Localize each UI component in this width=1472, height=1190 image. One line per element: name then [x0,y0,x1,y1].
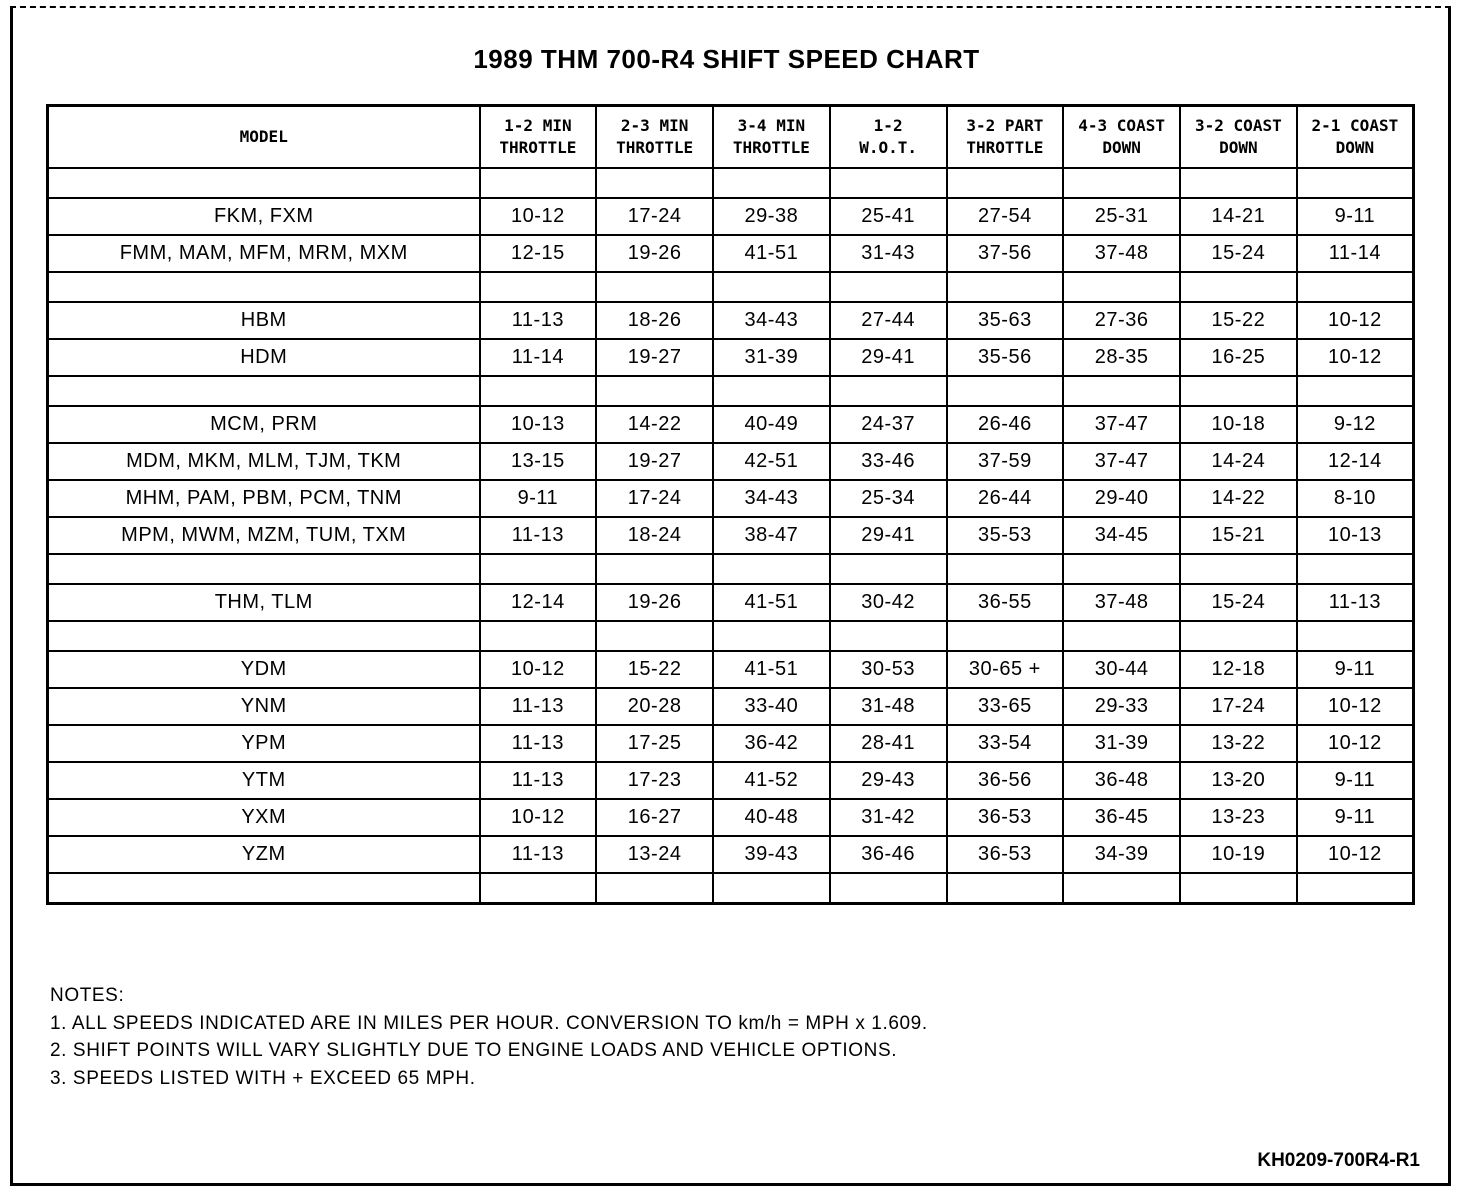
speed-cell: 29-41 [830,339,947,376]
empty-cell [1297,272,1414,302]
speed-cell: 12-15 [480,235,597,272]
speed-cell: 35-56 [947,339,1064,376]
empty-cell [48,873,480,904]
empty-cell [1063,621,1180,651]
speed-cell: 10-13 [1297,517,1414,554]
speed-cell: 9-12 [1297,406,1414,443]
col-header-model: MODEL [48,106,480,169]
model-cell: MDM, MKM, MLM, TJM, TKM [48,443,480,480]
speed-cell: 37-48 [1063,584,1180,621]
speed-cell: 27-44 [830,302,947,339]
speed-cell: 11-13 [1297,584,1414,621]
table-row [48,517,1414,554]
speed-cell: 10-12 [1297,302,1414,339]
speed-cell: 10-12 [480,799,597,836]
model-cell: YNM [48,688,480,725]
empty-cell [713,873,830,904]
table-row [48,302,1414,339]
empty-cell [48,621,480,651]
speed-cell: 33-46 [830,443,947,480]
figure-code: KH0209-700R4-R1 [1257,1150,1420,1171]
empty-cell [480,873,597,904]
table-spacer-row [48,554,1414,584]
speed-cell: 31-43 [830,235,947,272]
speed-cell: 39-43 [713,836,830,873]
speed-cell: 41-51 [713,584,830,621]
speed-cell: 34-45 [1063,517,1180,554]
empty-cell [1297,168,1414,198]
speed-cell: 40-49 [713,406,830,443]
speed-cell: 14-21 [1180,198,1297,235]
speed-cell: 9-11 [1297,799,1414,836]
table-row [48,406,1414,443]
speed-cell: 13-20 [1180,762,1297,799]
table-body [48,168,1414,904]
table-spacer-row [48,272,1414,302]
speed-cell: 10-12 [480,651,597,688]
speed-cell: 17-24 [1180,688,1297,725]
speed-cell: 15-22 [596,651,713,688]
empty-cell [1180,376,1297,406]
speed-cell: 8-10 [1297,480,1414,517]
model-cell: MHM, PAM, PBM, PCM, TNM [48,480,480,517]
empty-cell [713,621,830,651]
speed-cell: 29-33 [1063,688,1180,725]
speed-cell: 19-27 [596,443,713,480]
empty-cell [947,168,1064,198]
model-cell: MPM, MWM, MZM, TUM, TXM [48,517,480,554]
speed-cell: 14-22 [596,406,713,443]
empty-cell [48,554,480,584]
speed-cell: 18-24 [596,517,713,554]
note-1: 1. ALL SPEEDS INDICATED ARE IN MILES PER HOUR. CONVERSION TO km/h = MPH x 1.609. [50,1012,928,1034]
speed-cell: 30-53 [830,651,947,688]
speed-cell: 40-48 [713,799,830,836]
model-cell: YZM [48,836,480,873]
empty-cell [947,621,1064,651]
empty-cell [1180,272,1297,302]
speed-cell: 27-54 [947,198,1064,235]
speed-cell: 26-44 [947,480,1064,517]
speed-cell: 10-19 [1180,836,1297,873]
speed-cell: 19-26 [596,235,713,272]
table-row [48,725,1414,762]
chart-title: 1989 THM 700-R4 SHIFT SPEED CHART [473,44,980,74]
model-cell: THM, TLM [48,584,480,621]
speed-cell: 37-47 [1063,443,1180,480]
speed-cell: 36-55 [947,584,1064,621]
empty-cell [830,554,947,584]
speed-cell: 9-11 [1297,762,1414,799]
speed-cell: 33-40 [713,688,830,725]
model-cell: YPM [48,725,480,762]
speed-cell: 31-48 [830,688,947,725]
speed-cell: 10-12 [1297,339,1414,376]
table-row [48,651,1414,688]
col-header-1-2-wot: 1-2 W.O.T. [830,106,947,169]
speed-cell: 10-12 [1297,725,1414,762]
model-cell: FMM, MAM, MFM, MRM, MXM [48,235,480,272]
empty-cell [1180,554,1297,584]
col-header-3-2-coast-down: 3-2 COAST DOWN [1180,106,1297,169]
note-3: 3. SPEEDS LISTED WITH + EXCEED 65 MPH. [50,1067,476,1089]
speed-cell: 42-51 [713,443,830,480]
empty-cell [480,272,597,302]
speed-cell: 28-35 [1063,339,1180,376]
empty-cell [1297,621,1414,651]
speed-cell: 11-14 [480,339,597,376]
speed-cell: 12-18 [1180,651,1297,688]
model-cell: FKM, FXM [48,198,480,235]
empty-cell [713,376,830,406]
speed-cell: 15-21 [1180,517,1297,554]
speed-cell: 9-11 [480,480,597,517]
table-row [48,688,1414,725]
table-spacer-row [48,621,1414,651]
empty-cell [48,272,480,302]
empty-cell [596,168,713,198]
speed-cell: 17-24 [596,198,713,235]
speed-cell: 33-65 [947,688,1064,725]
speed-cell: 11-13 [480,836,597,873]
speed-cell: 33-54 [947,725,1064,762]
model-cell: HBM [48,302,480,339]
speed-cell: 10-13 [480,406,597,443]
speed-cell: 30-65 + [947,651,1064,688]
speed-cell: 34-39 [1063,836,1180,873]
empty-cell [1063,272,1180,302]
speed-cell: 14-24 [1180,443,1297,480]
table-spacer-row [48,376,1414,406]
table-row [48,339,1414,376]
speed-cell: 37-47 [1063,406,1180,443]
speed-cell: 10-12 [1297,836,1414,873]
empty-cell [947,873,1064,904]
speed-cell: 41-51 [713,235,830,272]
speed-cell: 10-18 [1180,406,1297,443]
table-row [48,480,1414,517]
empty-cell [830,873,947,904]
speed-cell: 26-46 [947,406,1064,443]
speed-cell: 19-26 [596,584,713,621]
speed-cell: 36-42 [713,725,830,762]
empty-cell [1180,168,1297,198]
table-row [48,235,1414,272]
empty-cell [713,554,830,584]
model-cell: MCM, PRM [48,406,480,443]
speed-cell: 37-59 [947,443,1064,480]
speed-cell: 19-27 [596,339,713,376]
speed-cell: 31-42 [830,799,947,836]
model-cell: YTM [48,762,480,799]
empty-cell [480,376,597,406]
speed-cell: 13-23 [1180,799,1297,836]
speed-cell: 15-22 [1180,302,1297,339]
speed-cell: 17-24 [596,480,713,517]
empty-cell [1297,873,1414,904]
speed-cell: 36-53 [947,799,1064,836]
note-2: 2. SHIFT POINTS WILL VARY SLIGHTLY DUE TO ENGINE LOADS AND VEHICLE OPTIONS. [50,1040,898,1061]
speed-cell: 9-11 [1297,651,1414,688]
empty-cell [1180,621,1297,651]
speed-cell: 11-14 [1297,235,1414,272]
speed-cell: 10-12 [480,198,597,235]
speed-cell: 16-25 [1180,339,1297,376]
empty-cell [596,873,713,904]
speed-cell: 28-41 [830,725,947,762]
speed-cell: 36-46 [830,836,947,873]
speed-cell: 9-11 [1297,198,1414,235]
empty-cell [713,168,830,198]
notes-heading: NOTES: [50,985,125,1006]
speed-cell: 29-40 [1063,480,1180,517]
empty-cell [830,272,947,302]
speed-cell: 12-14 [480,584,597,621]
speed-cell: 36-56 [947,762,1064,799]
speed-cell: 36-48 [1063,762,1180,799]
speed-cell: 16-27 [596,799,713,836]
speed-cell: 20-28 [596,688,713,725]
shift-speed-table [46,104,1415,905]
table-row [48,799,1414,836]
empty-cell [1063,168,1180,198]
speed-cell: 31-39 [1063,725,1180,762]
empty-cell [830,168,947,198]
table-row [48,762,1414,799]
speed-cell: 11-13 [480,762,597,799]
empty-cell [713,272,830,302]
speed-cell: 30-42 [830,584,947,621]
speed-cell: 29-38 [713,198,830,235]
col-header-1-2-min-throttle: 1-2 MIN THROTTLE [480,106,597,169]
table-row [48,198,1414,235]
table-row [48,584,1414,621]
speed-cell: 13-24 [596,836,713,873]
col-header-2-3-min-throttle: 2-3 MIN THROTTLE [596,106,713,169]
speed-cell: 11-13 [480,302,597,339]
speed-cell: 38-47 [713,517,830,554]
empty-cell [596,621,713,651]
empty-cell [596,272,713,302]
speed-cell: 11-13 [480,725,597,762]
empty-cell [947,272,1064,302]
speed-cell: 18-26 [596,302,713,339]
speed-cell: 13-15 [480,443,597,480]
speed-cell: 24-37 [830,406,947,443]
empty-cell [1297,376,1414,406]
empty-cell [830,376,947,406]
model-cell: HDM [48,339,480,376]
col-header-2-1-coast-down: 2-1 COAST DOWN [1297,106,1414,169]
empty-cell [480,554,597,584]
speed-cell: 36-45 [1063,799,1180,836]
speed-cell: 34-43 [713,302,830,339]
table-row [48,836,1414,873]
speed-cell: 17-23 [596,762,713,799]
table-spacer-row [48,168,1414,198]
empty-cell [947,554,1064,584]
speed-cell: 25-31 [1063,198,1180,235]
speed-cell: 34-43 [713,480,830,517]
speed-cell: 11-13 [480,517,597,554]
speed-cell: 30-44 [1063,651,1180,688]
notes-section [50,982,928,1092]
table-spacer-row [48,873,1414,904]
empty-cell [830,621,947,651]
col-header-3-2-part-throttle: 3-2 PART THROTTLE [947,106,1064,169]
model-cell: YXM [48,799,480,836]
empty-cell [480,621,597,651]
empty-cell [1063,554,1180,584]
speed-cell: 15-24 [1180,584,1297,621]
empty-cell [48,168,480,198]
speed-cell: 15-24 [1180,235,1297,272]
speed-cell: 12-14 [1297,443,1414,480]
speed-cell: 17-25 [596,725,713,762]
speed-cell: 37-56 [947,235,1064,272]
col-header-3-4-min-throttle: 3-4 MIN THROTTLE [713,106,830,169]
empty-cell [1063,376,1180,406]
empty-cell [596,376,713,406]
speed-cell: 13-22 [1180,725,1297,762]
table-header-row [48,106,1414,169]
speed-cell: 41-52 [713,762,830,799]
empty-cell [480,168,597,198]
speed-cell: 31-39 [713,339,830,376]
speed-cell: 37-48 [1063,235,1180,272]
speed-cell: 14-22 [1180,480,1297,517]
empty-cell [1180,873,1297,904]
speed-cell: 25-41 [830,198,947,235]
speed-cell: 29-43 [830,762,947,799]
empty-cell [947,376,1064,406]
speed-cell: 41-51 [713,651,830,688]
speed-cell: 35-53 [947,517,1064,554]
speed-cell: 25-34 [830,480,947,517]
model-cell: YDM [48,651,480,688]
speed-cell: 10-12 [1297,688,1414,725]
speed-cell: 29-41 [830,517,947,554]
speed-cell: 35-63 [947,302,1064,339]
speed-cell: 27-36 [1063,302,1180,339]
col-header-4-3-coast-down: 4-3 COAST DOWN [1063,106,1180,169]
table-row [48,443,1414,480]
speed-cell: 36-53 [947,836,1064,873]
empty-cell [1063,873,1180,904]
empty-cell [48,376,480,406]
empty-cell [1297,554,1414,584]
speed-cell: 11-13 [480,688,597,725]
empty-cell [596,554,713,584]
